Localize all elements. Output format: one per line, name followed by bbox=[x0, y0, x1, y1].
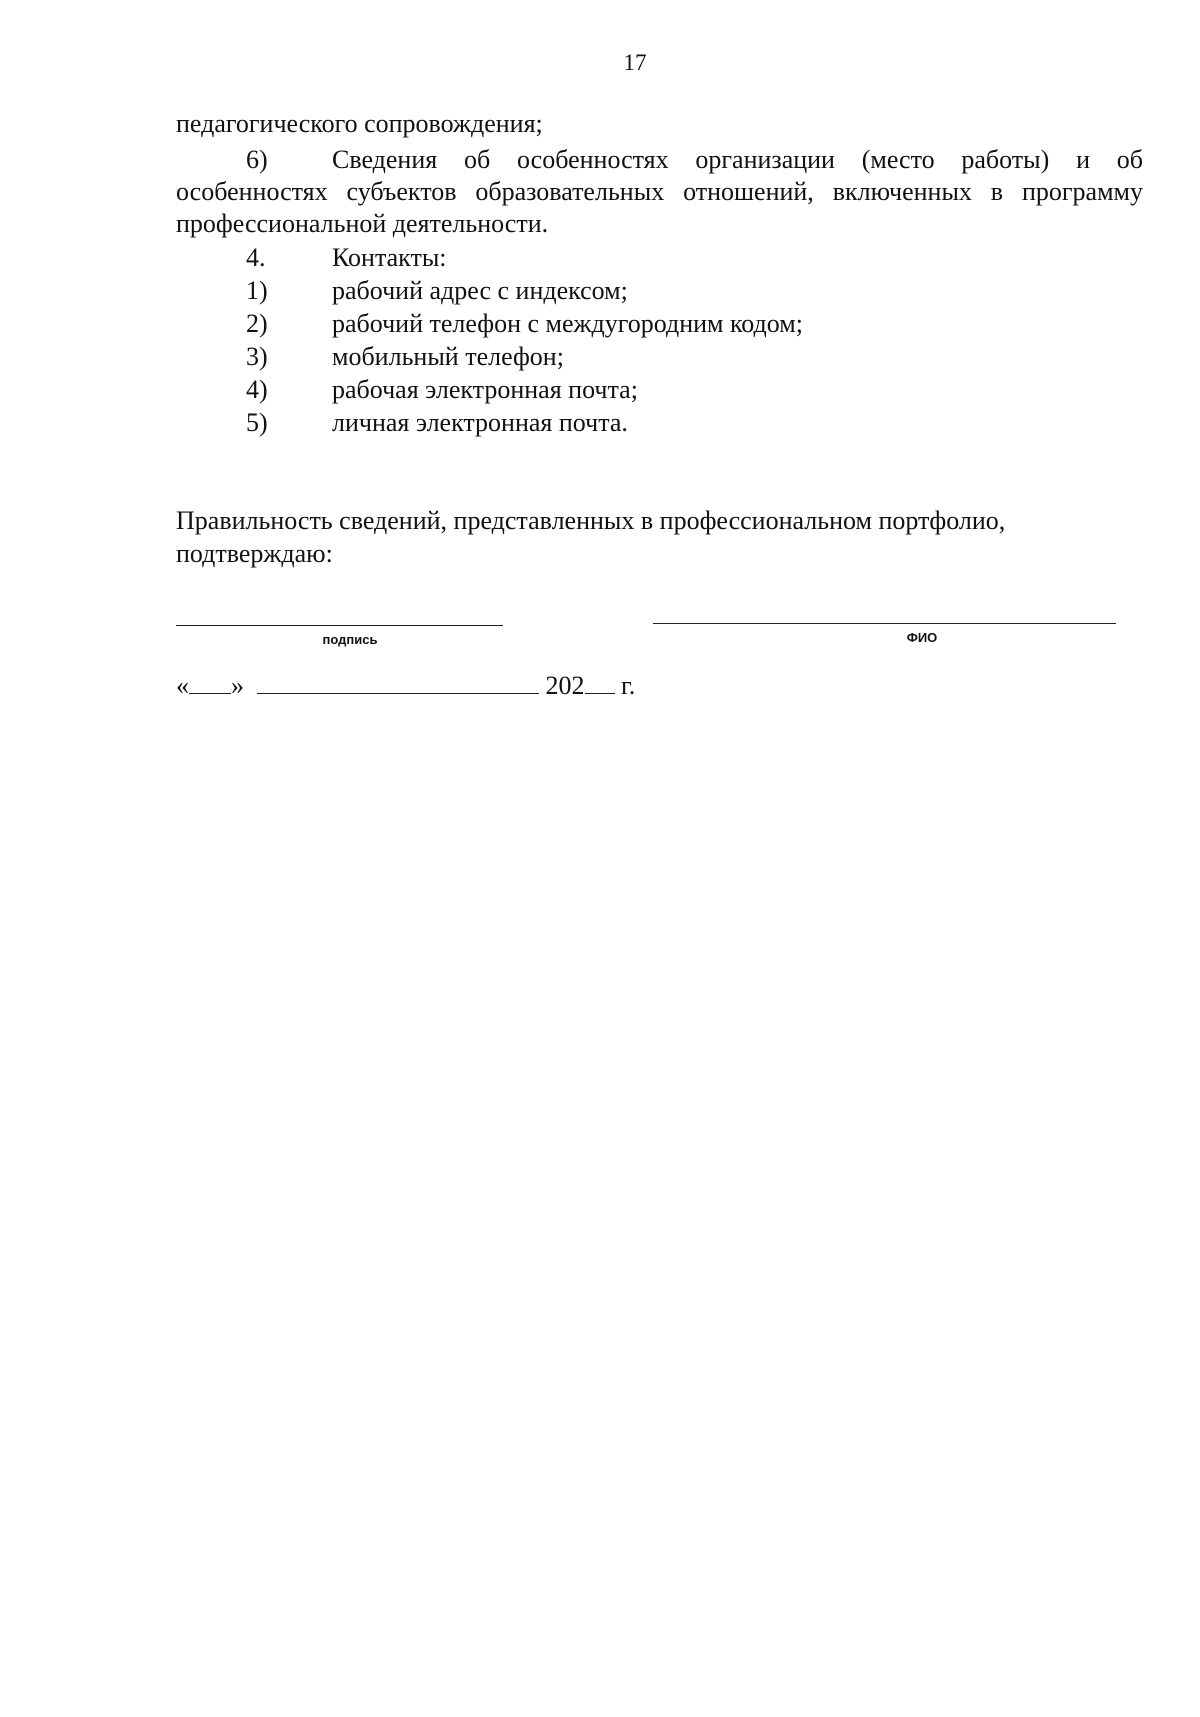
item6-line2: особенностях субъектов образовательных отношений, включенных в программу bbox=[176, 177, 1143, 206]
contacts-title: Контакты: bbox=[332, 243, 447, 272]
contacts-number: 4. bbox=[246, 243, 266, 272]
signature-line[interactable] bbox=[176, 625, 503, 626]
contact-item-number: 4) bbox=[246, 375, 268, 404]
contact-item-text: рабочая электронная почта; bbox=[332, 375, 638, 404]
confirmation-line1: Правильность сведений, представленных в профессиональном портфолио, bbox=[176, 506, 1006, 535]
contact-item-text: личная электронная почта. bbox=[332, 408, 628, 437]
date-row bbox=[176, 670, 635, 702]
contact-item-text: рабочий адрес с индексом; bbox=[332, 276, 628, 305]
item6-line3: профессиональной деятельности. bbox=[176, 209, 549, 238]
signature-caption: подпись bbox=[322, 632, 378, 647]
date-year: 202 bbox=[545, 671, 585, 700]
intro-line: педагогического сопровождения; bbox=[176, 109, 543, 138]
contact-item-text: рабочий телефон с междугородним кодом; bbox=[332, 309, 803, 338]
month-blank[interactable] bbox=[257, 671, 539, 694]
item6-line1: Сведения об особенностях организации (место работы) и об bbox=[332, 145, 1143, 174]
name-caption: ФИО bbox=[906, 630, 938, 645]
year-blank[interactable] bbox=[585, 671, 615, 694]
item6-number: 6) bbox=[246, 145, 268, 174]
date-suffix: г. bbox=[621, 671, 636, 700]
contact-item-number: 1) bbox=[246, 276, 268, 305]
contact-item-number: 3) bbox=[246, 342, 268, 371]
date-open-quote: « bbox=[176, 671, 189, 700]
contact-item-number: 5) bbox=[246, 408, 268, 437]
contact-item-text: мобильный телефон; bbox=[332, 342, 564, 371]
contact-item-number: 2) bbox=[246, 309, 268, 338]
date-close-quote: » bbox=[231, 671, 244, 700]
page-number: 17 bbox=[623, 50, 647, 75]
day-blank[interactable] bbox=[189, 671, 231, 694]
confirmation-line2: подтверждаю: bbox=[176, 539, 333, 568]
name-line[interactable] bbox=[653, 623, 1116, 624]
